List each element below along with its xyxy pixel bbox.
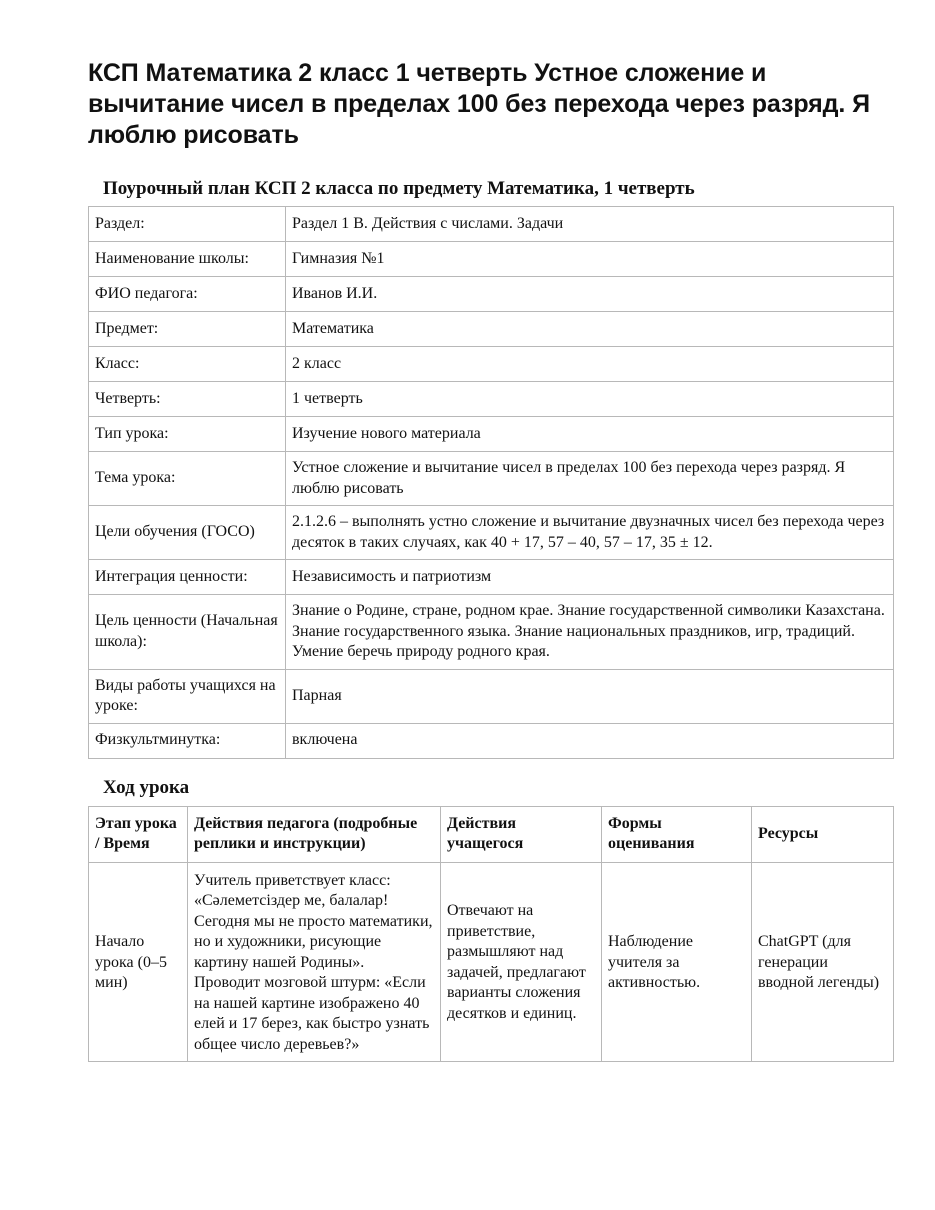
info-row xyxy=(89,723,894,758)
info-label: Наименование школы: xyxy=(89,242,286,277)
info-value: 2 класс xyxy=(286,347,894,382)
info-label: Тема урока: xyxy=(89,452,286,506)
header-teacher-actions: Действия педагога (подробные реплики и инструкции) xyxy=(188,806,441,862)
info-label: Цель ценности (Начальная школа): xyxy=(89,595,286,670)
info-value: Раздел 1 В. Действия с числами. Задачи xyxy=(286,207,894,242)
step-assessment: Наблюдение учителя за активностью. xyxy=(602,862,752,1062)
info-row xyxy=(89,417,894,452)
info-label: Интеграция ценности: xyxy=(89,560,286,595)
steps-heading: Ход урока xyxy=(103,776,190,798)
info-label: Тип урока: xyxy=(89,417,286,452)
info-value: Устное сложение и вычитание чисел в пределах 100 без перехода через разряд. Я люблю рисовать xyxy=(286,452,894,506)
info-value: Иванов И.И. xyxy=(286,277,894,312)
header-resources: Ресурсы xyxy=(752,806,894,862)
lesson-steps-table xyxy=(88,806,894,1063)
info-value: 1 четверть xyxy=(286,382,894,417)
info-value: Гимназия №1 xyxy=(286,242,894,277)
info-label: Раздел: xyxy=(89,207,286,242)
info-row xyxy=(89,207,894,242)
header-assessment: Формы оценивания xyxy=(602,806,752,862)
info-value: Изучение нового материала xyxy=(286,417,894,452)
info-label: ФИО педагога: xyxy=(89,277,286,312)
document-title: КСП Математика 2 класс 1 четверть Устное сложение и вычитание чисел в пределах 100 без перехода через разряд. Я люблю рисовать xyxy=(88,59,870,149)
step-resources: ChatGPT (для генерации вводной легенды) xyxy=(752,862,894,1062)
info-label: Класс: xyxy=(89,347,286,382)
info-label: Предмет: xyxy=(89,312,286,347)
info-label: Физкультминутка: xyxy=(89,723,286,758)
info-value: 2.1.2.6 – выполнять устно сложение и вычитание двузначных чисел без перехода через десяток в таких случаях, как 40 + 17, 57 – 40, 57 – 17, 35 ± 12. xyxy=(286,506,894,560)
step-student-actions: Отвечают на приветствие, размышляют над задачей, предлагают варианты сложения десятков и единиц. xyxy=(441,862,602,1062)
header-stage: Этап урока / Время xyxy=(89,806,188,862)
info-value: Знание о Родине, стране, родном крае. Знание государственной символики Казахстана. Знание государственного языка. Знание национальных праздников, игр, традиций. Умение беречь природу родного края. xyxy=(286,595,894,670)
info-row xyxy=(89,277,894,312)
info-label: Виды работы учащихся на уроке: xyxy=(89,669,286,723)
step-teacher-actions: Учитель приветствует класс: «Сәлеметсіздер ме, балалар! Сегодня мы не просто математики, но и художники, рисующие картину нашей Родины». Проводит мозговой штурм: «Если на нашей картине изображено 40 елей и 17 берез, как быстро узнать общее число деревьев?» xyxy=(188,862,441,1062)
info-row xyxy=(89,312,894,347)
info-row xyxy=(89,560,894,595)
header-student-actions: Действия учащегося xyxy=(441,806,602,862)
plan-heading: Поурочный план КСП 2 класса по предмету Математика, 1 четверть xyxy=(103,178,695,199)
info-value: включена xyxy=(286,723,894,758)
info-value: Математика xyxy=(286,312,894,347)
info-row xyxy=(89,595,894,670)
table-row xyxy=(89,862,894,1062)
lesson-info-table xyxy=(88,206,894,759)
info-row xyxy=(89,669,894,723)
document-page xyxy=(88,58,893,1062)
info-value: Парная xyxy=(286,669,894,723)
info-row xyxy=(89,506,894,560)
steps-header-row xyxy=(89,806,894,862)
info-row xyxy=(89,382,894,417)
step-stage: Начало урока (0–5 мин) xyxy=(89,862,188,1062)
info-row xyxy=(89,347,894,382)
info-label: Цели обучения (ГОСО) xyxy=(89,506,286,560)
info-row xyxy=(89,452,894,506)
info-label: Четверть: xyxy=(89,382,286,417)
info-value: Независимость и патриотизм xyxy=(286,560,894,595)
info-row xyxy=(89,242,894,277)
